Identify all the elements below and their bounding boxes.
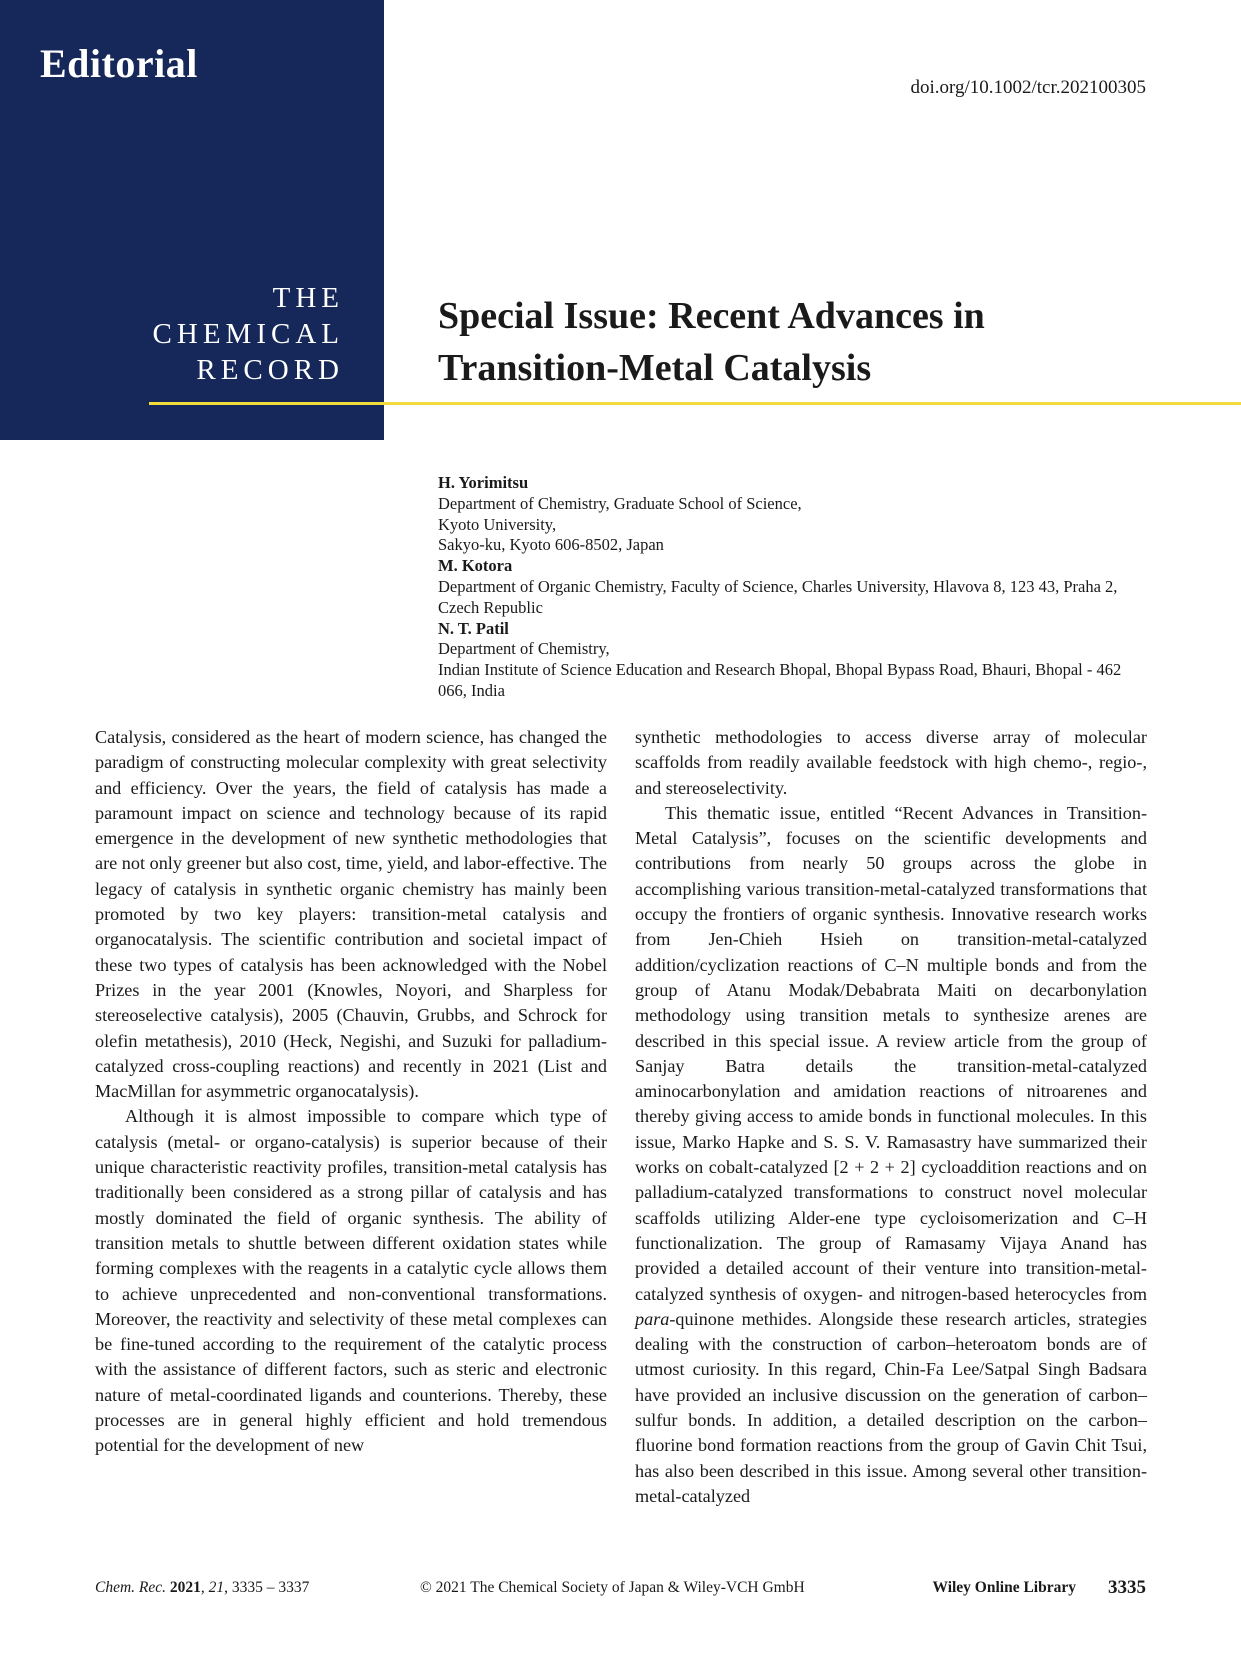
italic-term: para — [635, 1308, 670, 1329]
journal-abbrev: Chem. Rec. — [95, 1579, 167, 1596]
author-block — [438, 473, 1146, 702]
citation-year: 2021 — [169, 1579, 201, 1596]
affiliation-line: Department of Chemistry, Graduate School of Science, — [438, 493, 802, 513]
journal-name-line: CHEMICAL — [152, 318, 344, 350]
journal-name-line: RECORD — [196, 354, 344, 386]
title-rule — [149, 402, 1241, 405]
author-name: M. Kotora — [438, 556, 513, 576]
citation: Chem. Rec. 2021, 21, 3335 – 3337 — [95, 1579, 310, 1596]
body-column-right — [635, 725, 1147, 1509]
journal-name — [153, 280, 344, 388]
body-paragraph: synthetic methodologies to access diverse array of molecular scaffolds from readily available feedstock with high chemo-, regio-, and stereoselectivity. — [635, 727, 1147, 798]
body-column-left — [95, 725, 607, 1459]
affiliation-line: Kyoto University, — [438, 514, 557, 534]
affiliation-line: Indian Institute of Science Education and Research Bhopal, Bhopal Bypass Road, Bhauri, Bhopal - 462 066, India — [438, 660, 1122, 700]
affiliation-line: Sakyo-ku, Kyoto 606-8502, Japan — [438, 535, 664, 555]
copyright-notice: © 2021 The Chemical Society of Japan & Wiley-VCH GmbH — [420, 1579, 805, 1596]
citation-pages: 3335 – 3337 — [231, 1579, 310, 1596]
article-title: Special Issue: Recent Advances in Transition-Metal Catalysis — [438, 295, 985, 389]
author-name: H. Yorimitsu — [438, 473, 529, 492]
section-label: Editorial — [40, 41, 198, 86]
doi-link[interactable]: doi.org/10.1002/tcr.202100305 — [910, 77, 1146, 98]
citation-volume: 21 — [208, 1579, 225, 1596]
author-name: N. T. Patil — [438, 618, 509, 638]
affiliation-line: Department of Chemistry, — [438, 639, 610, 659]
journal-name-line: THE — [272, 282, 344, 314]
publisher-link[interactable]: Wiley Online Library — [932, 1579, 1076, 1596]
affiliation-line: Department of Organic Chemistry, Faculty of Science, Charles University, Hlavova 8, 123 43, Praha 2, Czech Republic — [438, 576, 1118, 617]
body-text: -quinone methides. Alongside these research articles, strategies dealing with the construction of carbon–heteroatom bonds are of utmost curiosity. In this regard, Chin-Fa Lee/Satpal Singh Badsara have provided an inclusive discussion on the generation of carbon–sulfur bonds. In addition, a detailed description on the carbon–fluorine bond formation reactions from the group of Gavin Chit Tsui, has also been described in this issue. Among several other transition-metal-catalyzed — [635, 1308, 1147, 1506]
body-paragraph: Although it is almost impossible to compare which type of catalysis (metal- or organo-catalysis) is superior because of their unique characteristic reactivity profiles, transition-metal catalysis has traditionally been considered as a strong pillar of catalysis and has mostly dominated the field of organic synthesis. The ability of transition metals to shuttle between different oxidation states while forming complexes with the reagents in a catalytic cycle allows them to achieve unprecedented and non-conventional transformations. Moreover, the reactivity and selectivity of these metal complexes can be fine-tuned according to the requirement of the catalytic process with the assistance of different factors, such as steric and electronic nature of metal-coordinated ligands and counterions. Thereby, these processes are in general highly efficient and hold tremendous potential for the development of new — [95, 1106, 607, 1456]
body-paragraph — [635, 801, 1147, 1509]
body-paragraph: Catalysis, considered as the heart of modern science, has changed the paradigm of constructing molecular complexity with great selectivity and efficiency. Over the years, the field of catalysis has made a paramount impact on science and technology because of its rapid emergence in the development of new synthetic methodologies that are not only greener but also cost, time, yield, and labor-effective. The legacy of catalysis in synthetic organic chemistry has mainly been promoted by two key players: transition-metal catalysis and organocatalysis. The scientific contribution and societal impact of these two types of catalysis has been acknowledged with the Nobel Prizes in the year 2001 (Knowles, Noyori, and Sharpless for stereoselective catalysis), 2005 (Chauvin, Grubbs, and Schrock for olefin metathesis), 2010 (Heck, Negishi, and Suzuki for palladium-catalyzed cross-coupling reactions) and recently in 2021 (List and MacMillan for asymmetric organocatalysis). — [95, 727, 607, 1102]
page-number: 3335 — [1108, 1577, 1146, 1598]
page-footer — [95, 1579, 1146, 1603]
body-text: This thematic issue, entitled “Recent Advances in Transition-Metal Catalysis”, focuses on the scientific developments and contributions from nearly 50 groups across the globe in accomplishing various transition-metal-catalyzed transformations that occupy the frontiers of organic synthesis. Innovative research works from Jen-Chieh Hsieh on transition-metal-catalyzed addition/cyclization reactions of C–N multiple bonds and from the group of Atanu Modak/Debabrata Maiti on decarbonylation methodology using transition metals to synthesize arenes are described in this special issue. A review article from the group of Sanjay Batra details the transition-metal-catalyzed aminocarbonylation and amidation reactions of nitroarenes and thereby giving access to amide bonds in functional molecules. In this issue, Marko Hapke and S. S. V. Ramasastry have summarized their works on cobalt-catalyzed [2 + 2 + 2] cycloaddition reactions and on palladium-catalyzed transformations to construct novel molecular scaffolds utilizing Alder-ene type cycloisomerization and C–H functionalization. The group of Ramasamy Vijaya Anand has provided a detailed account of their venture into transition-metal-catalyzed synthesis of oxygen- and nitrogen-based heterocycles from — [635, 802, 1147, 1304]
journal-banner — [0, 0, 384, 440]
